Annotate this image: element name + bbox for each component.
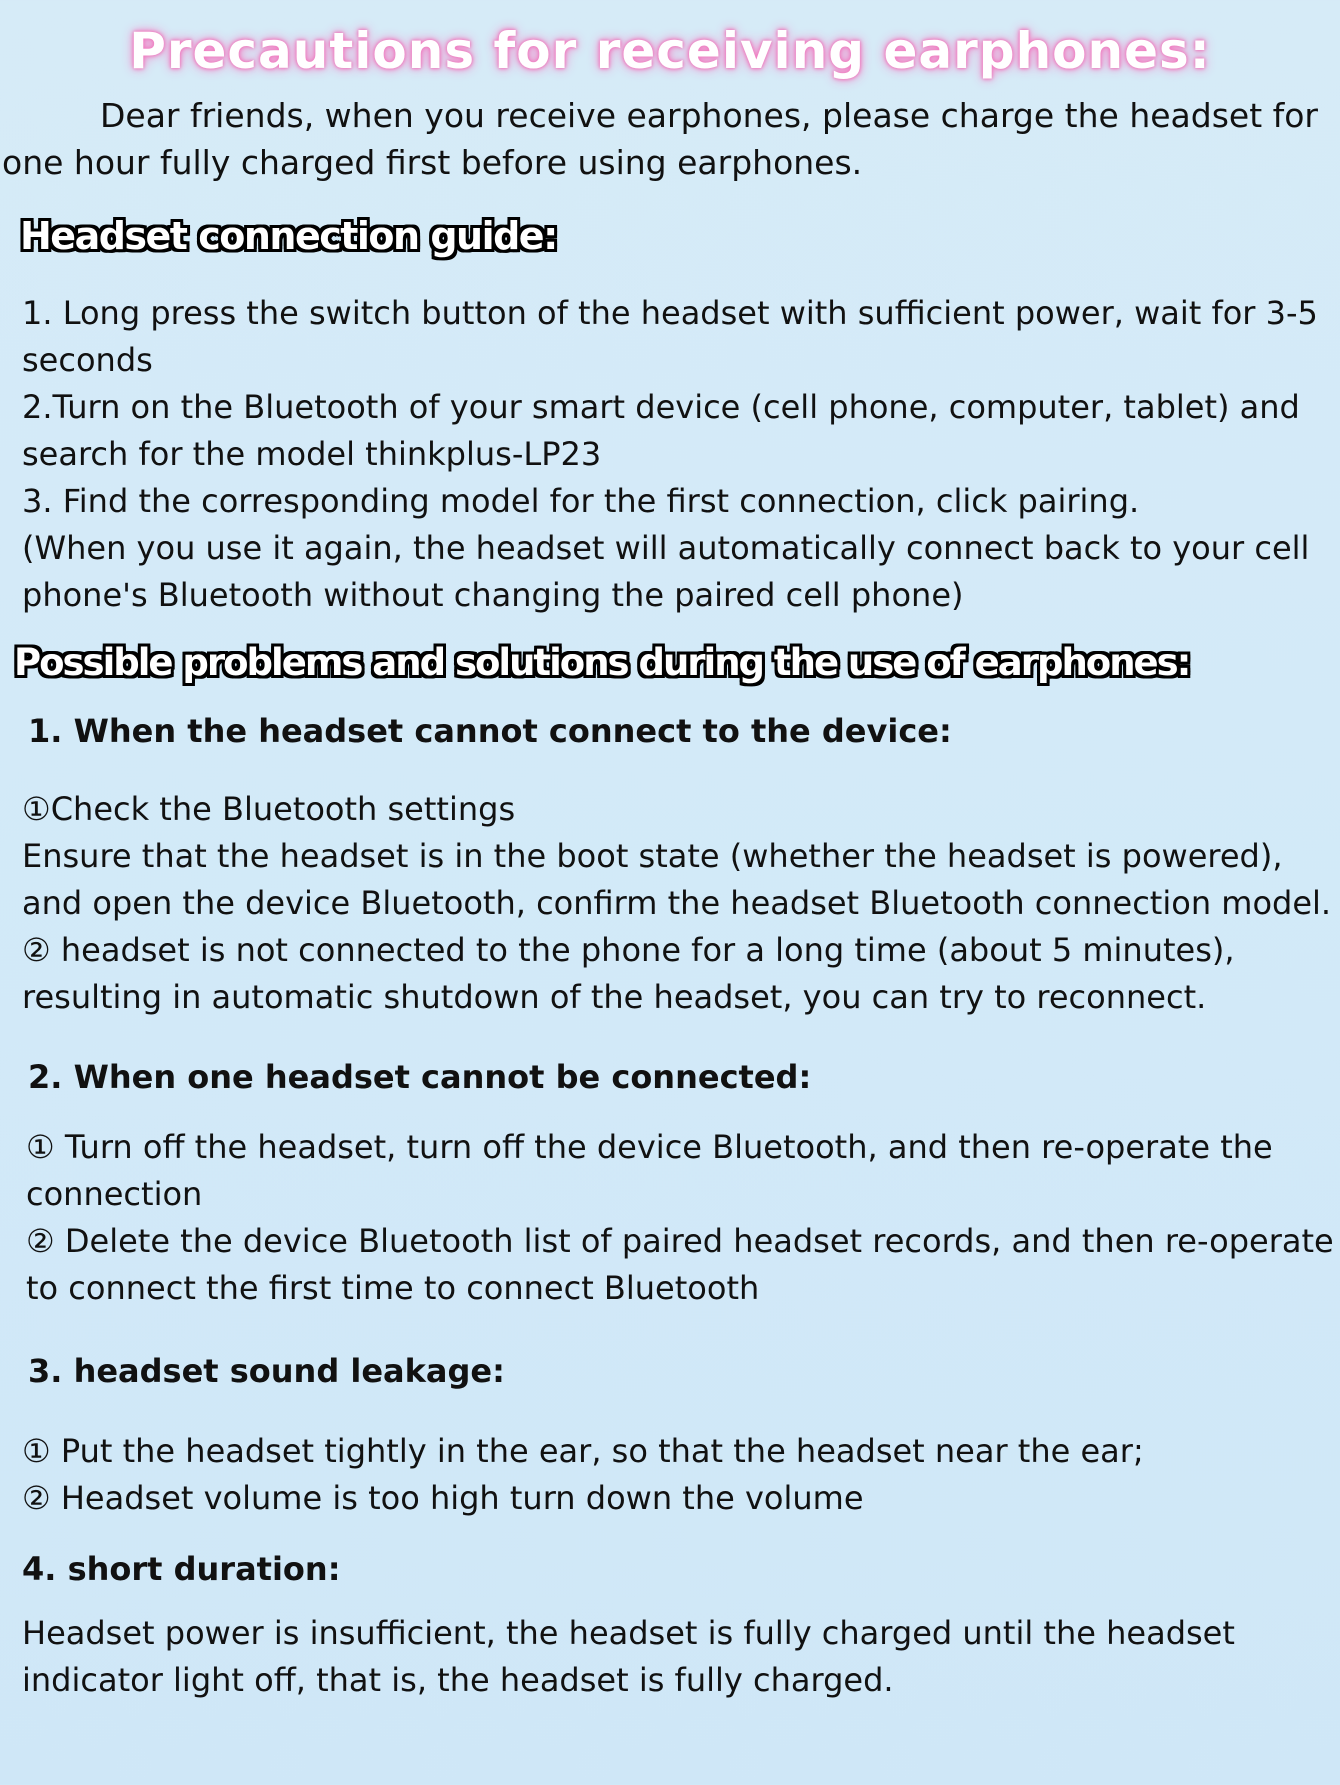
connection-note: (When you use it again, the headset will automatically connect back to your cell phone's Bluetooth without changing the paired cell phone) <box>22 529 1310 614</box>
problem-line: ① Turn off the headset, turn off the device Bluetooth, and then re-operate the connection <box>26 1128 1273 1213</box>
problem-2-title: 2. When one headset cannot be connected: <box>28 1058 812 1096</box>
connection-step: 3. Find the corresponding model for the first connection, click pairing. <box>22 482 1140 520</box>
connection-step: 2.Turn on the Bluetooth of your smart device (cell phone, computer, tablet) and search for the model thinkplus-LP23 <box>22 388 1300 473</box>
intro-paragraph <box>2 92 1332 186</box>
connection-guide-heading: Headset connection guide: <box>20 214 557 258</box>
problem-line: Ensure that the headset is in the boot state (whether the headset is powered), and open the device Bluetooth, confirm the headset Bluetooth connection model. <box>22 837 1332 922</box>
problem-4-title: 4. short duration: <box>22 1550 341 1588</box>
problem-line: ①Check the Bluetooth settings <box>22 790 516 828</box>
problem-line: ② headset is not connected to the phone for a long time (about 5 minutes), resulting in automatic shutdown of the headset, you can try to reconnect. <box>22 931 1235 1016</box>
problem-3-title: 3. headset sound leakage: <box>28 1352 505 1390</box>
problem-2-body <box>26 1124 1340 1312</box>
connection-step: 1. Long press the switch button of the headset with sufficient power, wait for 3-5 seconds <box>22 294 1318 379</box>
connection-steps <box>22 290 1332 619</box>
problem-3-body <box>22 1428 1340 1522</box>
intro-text: Dear friends, when you receive earphones, please charge the headset for one hour fully charged first before using earphones. <box>2 96 1319 182</box>
problem-line: ② Delete the device Bluetooth list of paired headset records, and then re-operate to connect the first time to connect Bluetooth <box>26 1222 1334 1307</box>
problem-line: ② Headset volume is too high turn down the volume <box>22 1479 864 1517</box>
problem-4-body <box>22 1610 1340 1704</box>
problem-line: ① Put the headset tightly in the ear, so that the headset near the ear; <box>22 1432 1144 1470</box>
problems-heading: Possible problems and solutions during the use of earphones: <box>14 641 1190 684</box>
problem-1-title: 1. When the headset cannot connect to the device: <box>28 712 952 750</box>
page-title: Precautions for receiving earphones: <box>129 22 1211 80</box>
problem-1-body <box>22 786 1340 1021</box>
problem-line: Headset power is insufficient, the headset is fully charged until the headset indicator light off, that is, the headset is fully charged. <box>22 1614 1235 1699</box>
